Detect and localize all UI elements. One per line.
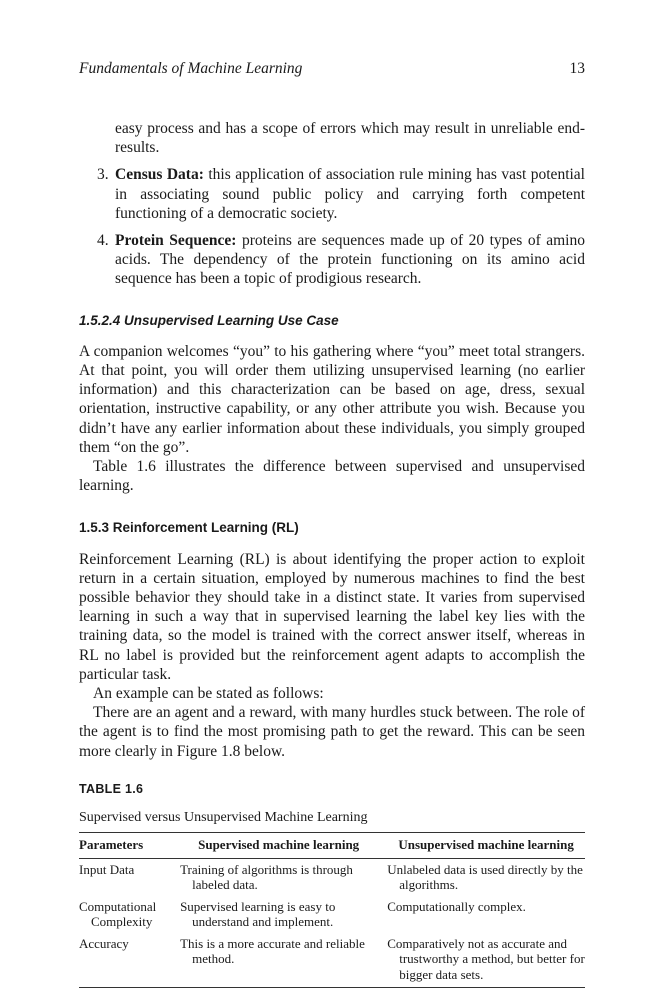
paragraph: There are an agent and a reward, with many hurdles stuck between. The role of the agent is to find the most promising path to get the reward. This can be seen more clearly in Figure 1.8 below. [79, 704, 585, 760]
application-list [79, 165, 585, 288]
table-row [79, 933, 585, 988]
list-item-number: 3. [97, 166, 109, 184]
list-item-text: this application of association rule mining has vast potential in associating sound public policy and carrying forth competent functioning of a democratic society. [115, 166, 585, 222]
table-caption: Supervised versus Unsupervised Machine Learning [79, 810, 368, 826]
cell-text: Accuracy [79, 935, 129, 951]
cell-text: Computationally complex. [387, 898, 526, 914]
table-header-cell: Unsupervised machine learning [387, 833, 585, 859]
table-header-cell: Parameters [79, 833, 180, 859]
cell-text: This is a more accurate and reliable method. [180, 935, 365, 967]
table-cell [180, 933, 387, 988]
subsection-heading-unsupervised-use-case: 1.5.2.4 Unsupervised Learning Use Case [79, 312, 339, 328]
table-cell [387, 858, 585, 896]
cell-text: Training of algorithms is through labeled data. [180, 861, 353, 893]
paragraph: An example can be stated as follows: [93, 685, 324, 703]
list-item-census-data [79, 165, 585, 223]
table-header-row [79, 833, 585, 859]
list-continuation-text: easy process and has a scope of errors which may result in unreliable end-results. [115, 120, 585, 157]
page-number: 13 [569, 60, 585, 77]
table-cell [79, 896, 180, 933]
body-text [79, 119, 585, 988]
table-label: TABLE 1.6 [79, 781, 144, 796]
paragraph: Reinforcement Learning (RL) is about identifying the proper action to exploit return in a certain situation, employed by numerous machines to find the best possible behavior they should take in a distinct state. It varies from supervised learning in such a way that in supervised learning the label key lies with the training data, so the model is trained with the correct answer itself, whereas in RL no label is provided but the reinforcement agent adapts to accomplish the particular task. [79, 550, 585, 683]
list-item-label: Protein Sequence: [115, 232, 237, 250]
paragraph: A companion welcomes “you” to his gathering where “you” meet total strangers. At that point, you will order them utilizing unsupervised learning (no earlier information) and this characterization can be based on age, dress, sexual orientation, instructive capability, or any other attribute you wish. Because you didn’t have any earlier information about these individuals, you simply grouped them “on the go”. [79, 342, 585, 456]
cell-text: Input Data [79, 861, 135, 877]
table-cell [387, 896, 585, 933]
table-row [79, 896, 585, 933]
table-cell [79, 858, 180, 896]
list-item-protein-sequence [79, 231, 585, 289]
table-cell [387, 933, 585, 988]
table-header-cell: Supervised machine learning [180, 833, 387, 859]
table-cell [79, 933, 180, 988]
paragraph: Table 1.6 illustrates the difference between supervised and unsupervised learning. [79, 458, 585, 495]
table-row [79, 858, 585, 896]
list-item-number: 4. [97, 232, 109, 250]
cell-text: Unlabeled data is used directly by the algorithms. [387, 861, 583, 893]
comparison-table [79, 832, 585, 988]
table-cell [180, 896, 387, 933]
running-title: Fundamentals of Machine Learning [79, 60, 303, 77]
table-cell [180, 858, 387, 896]
section-heading-reinforcement-learning: 1.5.3 Reinforcement Learning (RL) [79, 520, 299, 536]
running-head [79, 60, 585, 82]
list-item-text: proteins are sequences made up of 20 types of amino acids. The dependency of the protein functioning on its amino acid sequence has been a topic of prodigious research. [115, 232, 585, 288]
cell-text: Computational Complexity [79, 898, 157, 930]
cell-text: Comparatively not as accurate and trustworthy a method, but better for bigger data sets. [387, 935, 585, 982]
list-item-label: Census Data: [115, 166, 204, 184]
book-page [79, 0, 585, 1000]
cell-text: Supervised learning is easy to understand and implement. [180, 898, 336, 930]
